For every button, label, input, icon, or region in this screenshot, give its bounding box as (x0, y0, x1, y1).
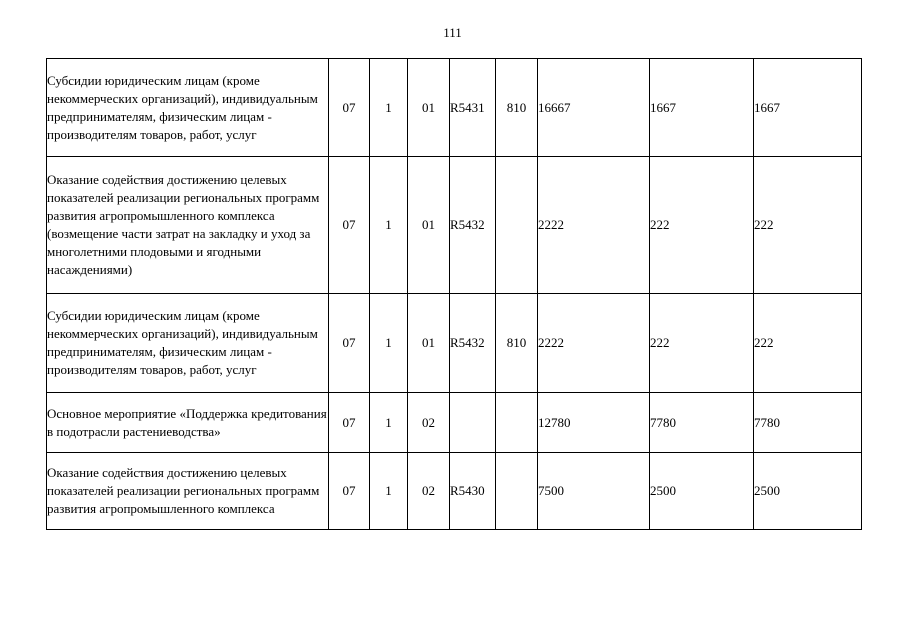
value-3-cell: 2500 (754, 453, 862, 530)
main-event-cell: 02 (408, 453, 450, 530)
subsection-cell: 1 (370, 393, 408, 453)
value-3-cell: 222 (754, 157, 862, 294)
value-2-cell: 222 (650, 294, 754, 393)
section-cell: 07 (329, 393, 370, 453)
expense-type-cell: 810 (496, 59, 538, 157)
row-description: Субсидии юридическим лицам (кроме некоммерческих организаций), индивидуальным предпринимателям, физическим лицам - производителям товаров, работ, услуг (47, 59, 329, 157)
value-2-cell: 222 (650, 157, 754, 294)
section-cell: 07 (329, 157, 370, 294)
row-description: Основное мероприятие «Поддержка кредитования в подотрасли растениеводства» (47, 393, 329, 453)
target-code-cell: R5432 (450, 157, 496, 294)
main-event-cell: 01 (408, 294, 450, 393)
main-event-cell: 01 (408, 59, 450, 157)
target-code-cell: R5430 (450, 453, 496, 530)
target-code-cell: R5431 (450, 59, 496, 157)
subsection-cell: 1 (370, 453, 408, 530)
subsection-cell: 1 (370, 157, 408, 294)
value-2-cell: 7780 (650, 393, 754, 453)
table-row (47, 59, 862, 157)
value-2-cell: 1667 (650, 59, 754, 157)
expense-type-cell (496, 157, 538, 294)
subsection-cell: 1 (370, 59, 408, 157)
value-1-cell: 16667 (538, 59, 650, 157)
value-3-cell: 7780 (754, 393, 862, 453)
section-cell: 07 (329, 294, 370, 393)
table-row (47, 453, 862, 530)
table-row (47, 393, 862, 453)
section-cell: 07 (329, 453, 370, 530)
main-event-cell: 01 (408, 157, 450, 294)
row-description: Оказание содействия достижению целевых показателей реализации региональных программ развития агропромышленного комплекса (возмещение части затрат на закладку и уход за многолетними плодовыми и ягодными насаждениями) (47, 157, 329, 294)
value-1-cell: 2222 (538, 157, 650, 294)
value-3-cell: 222 (754, 294, 862, 393)
main-event-cell: 02 (408, 393, 450, 453)
value-1-cell: 2222 (538, 294, 650, 393)
value-1-cell: 12780 (538, 393, 650, 453)
target-code-cell (450, 393, 496, 453)
row-description: Субсидии юридическим лицам (кроме некоммерческих организаций), индивидуальным предпринимателям, физическим лицам - производителям товаров, работ, услуг (47, 294, 329, 393)
value-2-cell: 2500 (650, 453, 754, 530)
expense-type-cell (496, 453, 538, 530)
row-description: Оказание содействия достижению целевых показателей реализации региональных программ развития агропромышленного комплекса (47, 453, 329, 530)
section-cell: 07 (329, 59, 370, 157)
expense-type-cell (496, 393, 538, 453)
table-row (47, 294, 862, 393)
value-3-cell: 1667 (754, 59, 862, 157)
expense-type-cell: 810 (496, 294, 538, 393)
budget-table (46, 58, 862, 530)
value-1-cell: 7500 (538, 453, 650, 530)
page-number: 111 (443, 25, 462, 40)
target-code-cell: R5432 (450, 294, 496, 393)
subsection-cell: 1 (370, 294, 408, 393)
table-row (47, 157, 862, 294)
